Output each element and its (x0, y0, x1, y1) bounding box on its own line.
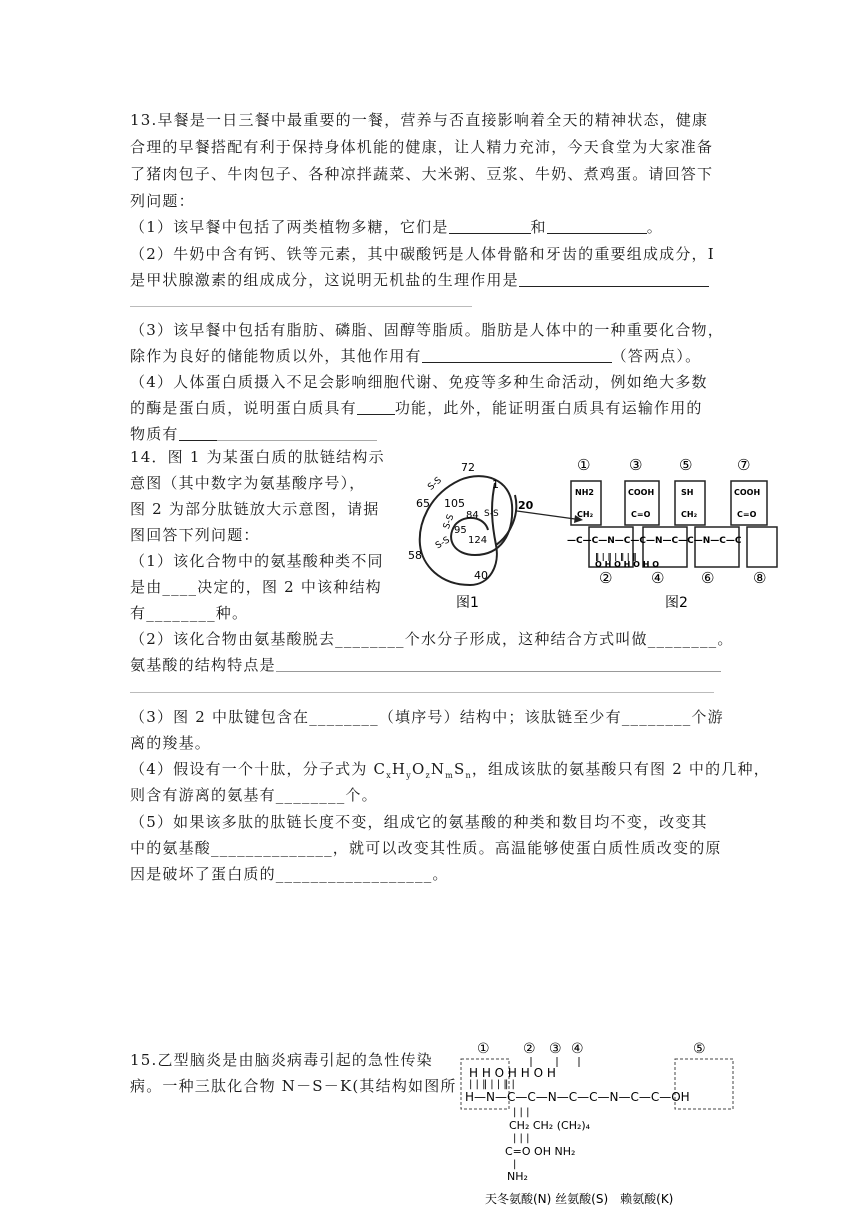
formula-element: N (430, 760, 446, 778)
backbone-box (747, 527, 777, 567)
circled-number: ⑧ (753, 569, 767, 587)
r-group-label: COOH (734, 488, 761, 497)
q15-line-2: 病。一种三肽化合物 N－S－K(其结构如图所 (130, 1077, 457, 1095)
q13-sub2-line-2 (130, 270, 709, 290)
r-group-label: COOH (628, 488, 655, 497)
q14-sub5-line-2: 中的氨基酸______________，就可以改变其性质。高温能够使蛋白质性质改变的原 (130, 839, 722, 857)
q13-sub1-text-c: 。 (646, 218, 663, 236)
q13-sub1 (130, 217, 663, 237)
answer-blank[interactable] (217, 426, 377, 441)
r-group-label: NH2 (575, 488, 594, 497)
subscript: n (465, 771, 472, 780)
q13-line-3: 了猪肉包子、牛肉包子、各种凉拌蔬菜、大米粥、豆浆、牛奶、煮鸡蛋。请回答下 (130, 165, 714, 183)
backbone-atoms: ‖ | ‖ | ‖ | ‖ (595, 552, 637, 561)
q14-sub1-line-1: （1）该化合物中的氨基酸种类不同 (130, 552, 384, 570)
structure-atoms: | (513, 1159, 517, 1170)
subscript: m (445, 771, 454, 780)
q14-sub1-line-3: 有________种。 (130, 604, 249, 622)
q14-sub2-line-2 (130, 655, 721, 675)
residue-label: 1 (492, 478, 499, 491)
structure-atoms: H H O H H O H (469, 1066, 556, 1080)
answer-line[interactable] (130, 306, 472, 307)
q13-line-2: 合理的早餐搭配有利于保持身体机能的健康，让人精力充沛，今天食堂为大家准备 (130, 138, 714, 156)
subscript: z (425, 771, 431, 780)
peptide-detail-figure-2 (565, 455, 785, 615)
q13-sub4-text-c: 物质有 (130, 425, 179, 443)
tripeptide-structure-figure (455, 1035, 775, 1210)
residue-label: 124 (468, 535, 488, 546)
backbone-atoms: —C—C—N—C—C—N—C—C—N—C—C (567, 536, 742, 546)
circled-number: ⑤ (693, 1041, 706, 1057)
answer-blank[interactable] (449, 219, 531, 234)
answer-blank[interactable] (422, 348, 612, 363)
q13-sub1-text-a: （1）该早餐中包括了两类植物多糖，它们是 (130, 218, 449, 236)
circled-number: ⑤ (679, 456, 693, 474)
q13-sub4-text-a: 的酶是蛋白质，说明蛋白质具有 (130, 399, 357, 417)
circled-number: ① (477, 1041, 490, 1057)
circled-number: ④ (571, 1041, 584, 1057)
formula-element: S (453, 760, 466, 778)
q14-line-4: 图回答下列问题： (130, 526, 260, 544)
q13-sub4-line-2 (130, 398, 703, 418)
disulfide-bond-label: S-S (434, 535, 452, 552)
backbone-box (695, 527, 739, 567)
q14-sub3-line-2: 离的羧基。 (130, 734, 212, 752)
residue-label: 40 (474, 569, 488, 582)
structure-atoms: C=O OH NH₂ (505, 1145, 576, 1158)
subscript: y (406, 771, 412, 780)
circled-number: ⑦ (737, 456, 751, 474)
q14-sub3-line-1: （3）图 2 中肽键包含在________（填序号）结构中；该肽链至少有________个游 (130, 708, 724, 726)
protein-chain-figure-1 (400, 455, 560, 615)
q14-sub4-text-a: （4）假设有一个十肽，分子式为 C (130, 760, 387, 778)
q13-sub1-text-b: 和 (530, 218, 547, 236)
structure-atoms: H—N—C—C—N—C—C—N—C—C—OH (465, 1090, 690, 1104)
figure-caption: 图2 (665, 595, 688, 611)
q14-sub2-line-1: （2）该化合物由氨基酸脱去________个水分子形成，这种结合方式叫做________。 (130, 630, 734, 648)
answer-blank[interactable] (357, 400, 395, 415)
r-group-label: C=O (737, 510, 757, 519)
q14-line-1: 14．图 1 为某蛋白质的肽链结构示 (130, 448, 385, 466)
q14-sub4-line-1 (130, 759, 770, 786)
r-group-label: C=O (631, 510, 651, 519)
answer-blank[interactable] (276, 657, 721, 672)
q13-sub4-text-b: 功能，此外，能证明蛋白质具有运输作用的 (394, 399, 703, 417)
circled-number: ② (599, 569, 613, 587)
disulfide-bond-label: S-S (426, 475, 444, 493)
structure-atoms: | | | (513, 1133, 530, 1144)
disulfide-bond-label: S-S (484, 509, 499, 519)
q13-sub4-line-1: （4）人体蛋白质摄入不足会影响细胞代谢、免疫等多种生命活动，例如绝大多数 (130, 373, 708, 391)
amino-acid-names: 天冬氨酸(N) 丝氨酸(S) 赖氨酸(K) (485, 1192, 674, 1206)
q14-line-2: 意图（其中数字为氨基酸序号）， (130, 474, 366, 492)
circled-number: ① (577, 456, 591, 474)
structure-atoms: | | | (513, 1107, 530, 1118)
q14-sub4-line-2: 则含有游离的氨基有________个。 (130, 786, 378, 804)
q14-sub4-text-b: ，组成该肽的氨基酸只有图 2 中的几种， (471, 760, 770, 778)
residue-label: 20 (518, 499, 534, 512)
q14-sub5-line-3: 因是破坏了蛋白质的__________________。 (130, 865, 449, 883)
subscript: x (386, 771, 392, 780)
structure-atoms: CH₂ CH₂ (CH₂)₄ (509, 1119, 591, 1132)
answer-blank[interactable] (547, 219, 647, 234)
r-group-label: CH₂ (577, 510, 594, 519)
q15-line-1: 15.乙型脑炎是由脑炎病毒引起的急性传染 (130, 1051, 433, 1069)
r-group-label: CH₂ (681, 510, 698, 519)
circled-number: ③ (549, 1041, 562, 1057)
backbone-atoms: O H O H O H O (595, 560, 659, 569)
answer-line[interactable] (130, 692, 714, 693)
residue-label: 105 (444, 497, 465, 510)
formula-element: O (411, 760, 426, 778)
residue-label: 84 (466, 510, 479, 521)
disulfide-bond-label: S-S (441, 513, 457, 531)
residue-label: 65 (416, 497, 430, 510)
q13-sub3-line-1: （3）该早餐中包括有脂肪、磷脂、固醇等脂质。脂肪是人体中的一种重要化合物， (130, 321, 724, 339)
q13-line-4: 列问题： (130, 192, 195, 210)
r-group-label: SH (681, 488, 694, 497)
q13-sub4-line-3 (130, 424, 377, 444)
q14-sub1-line-2: 是由____决定的，图 2 中该种结构 (130, 578, 382, 596)
q13-line-1: 13.早餐是一日三餐中最重要的一餐，营养与否直接影响着全天的精神状态，健康 (130, 111, 709, 129)
q13-sub3-line-2 (130, 346, 701, 366)
structure-atoms: NH₂ (507, 1170, 528, 1183)
circled-number: ② (523, 1041, 536, 1057)
residue-label: 95 (454, 525, 467, 536)
figure-caption: 图1 (456, 595, 479, 611)
answer-blank[interactable] (519, 272, 709, 287)
q13-sub2-line-1: （2）牛奶中含有钙、铁等元素，其中碳酸钙是人体骨骼和牙齿的重要组成成分，I (130, 245, 715, 263)
residue-label: 72 (461, 461, 475, 474)
q14-sub5-line-1: （5）如果该多肽的肽链长度不变，组成它的氨基酸的种类和数目均不变，改变其 (130, 813, 708, 831)
circled-number: ⑥ (701, 569, 715, 587)
formula-element: H (391, 760, 407, 778)
q13-sub3-text: 除作为良好的储能物质以外，其他作用有 (130, 347, 422, 365)
circled-number: ④ (651, 569, 665, 587)
circled-number: ③ (629, 456, 643, 474)
q14-line-3: 图 2 为部分肽链放大示意图，请据 (130, 500, 380, 518)
structure-atoms: | | ‖ | | ‖ | (469, 1079, 515, 1090)
answer-blank[interactable] (179, 426, 217, 441)
q13-sub2-text: 是甲状腺激素的组成成分，这说明无机盐的生理作用是 (130, 271, 519, 289)
q14-sub2-text: 氨基酸的结构特点是 (130, 656, 276, 674)
q13-sub3-text-c: （答两点）。 (611, 347, 702, 365)
residue-label: 58 (408, 549, 422, 562)
